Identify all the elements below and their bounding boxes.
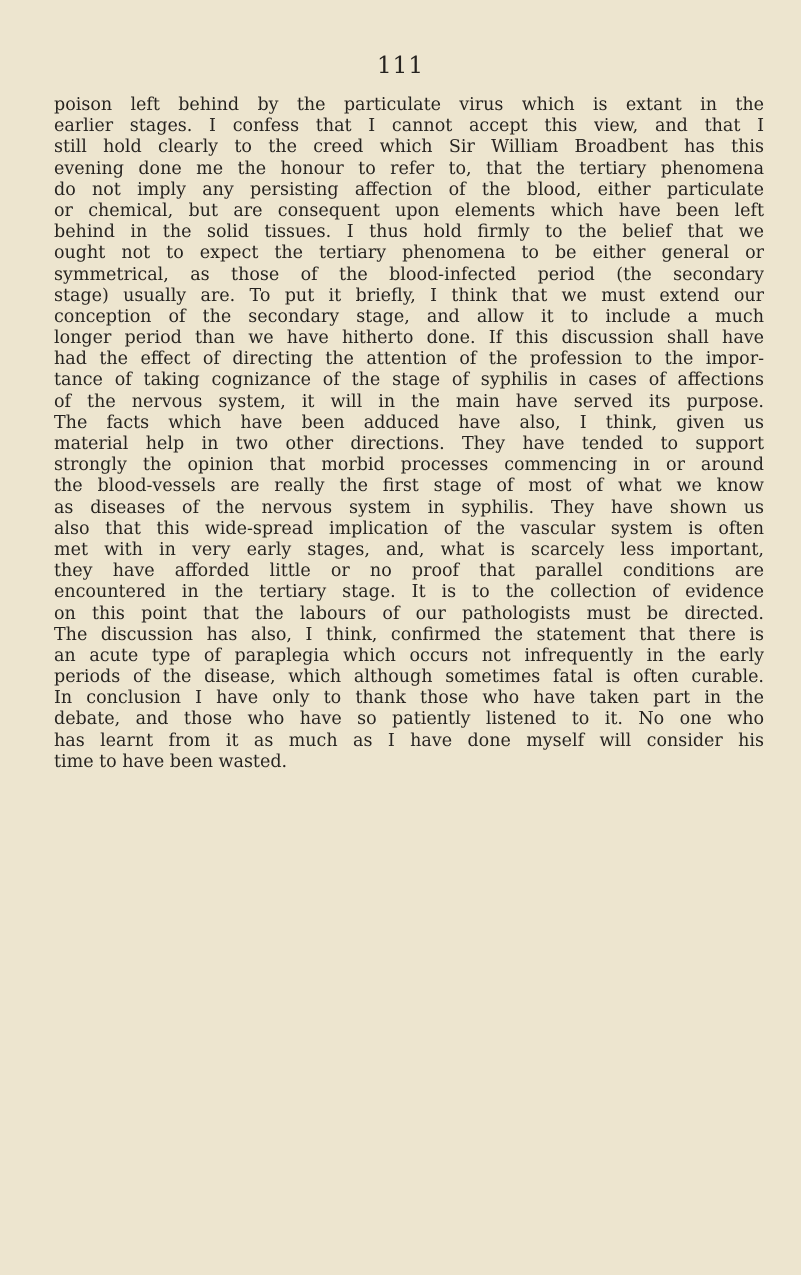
- page-number: 111: [377, 53, 424, 79]
- text-line: of the nervous system, it will in the main have served its purpose.: [54, 391, 764, 412]
- text-line: strongly the opinion that morbid processes commencing in or around: [54, 455, 764, 476]
- text-line: earlier stages. I confess that I cannot accept this view, and that I: [54, 116, 764, 137]
- text-line: had the effect of directing the attention of the profession to the impor-: [54, 349, 764, 370]
- text-line: as diseases of the nervous system in syphilis. They have shown us: [54, 497, 764, 518]
- text-line: encountered in the tertiary stage. It is to the collection of evidence: [54, 582, 764, 603]
- text-line: ought not to expect the tertiary phenomena to be either general or: [54, 243, 764, 264]
- body-paragraph: [54, 95, 764, 773]
- text-line: tance of taking cognizance of the stage of syphilis in cases of affections: [54, 370, 764, 391]
- text-line: evening done me the honour to refer to, that the tertiary phenomena: [54, 158, 764, 179]
- text-line: material help in two other directions. They have tended to support: [54, 434, 764, 454]
- text-line: debate, and those who have so patiently listened to it. No one who: [54, 709, 764, 730]
- text-line: poison left behind by the particulate virus which is extant in the: [54, 95, 764, 115]
- text-line: still hold clearly to the creed which Sir William Broadbent has this: [54, 137, 764, 158]
- text-line: met with in very early stages, and, what is scarcely less important,: [54, 539, 764, 560]
- text-line: an acute type of paraplegia which occurs not infrequently in the early: [54, 645, 764, 666]
- text-line: symmetrical, as those of the blood-infected period (the secondary: [54, 264, 764, 285]
- text-line: the blood-vessels are really the first stage of most of what we know: [54, 476, 764, 497]
- text-line: The discussion has also, I think, confirmed the statement that there is: [54, 624, 764, 645]
- text-line: has learnt from it as much as I have done myself will consider his: [54, 730, 764, 751]
- text-line: In conclusion I have only to thank those who have taken part in the: [54, 688, 764, 709]
- text-line: do not imply any persisting affection of the blood, either particulate: [54, 179, 764, 200]
- text-line: The facts which have been adduced have also, I think, given us: [54, 412, 764, 433]
- text-line: longer period than we have hitherto done. If this discussion shall have: [54, 328, 764, 349]
- text-line: time to have been wasted.: [54, 751, 288, 772]
- text-line: periods of the disease, which although sometimes fatal is often curable.: [54, 667, 764, 688]
- text-line: conception of the secondary stage, and allow it to include a much: [54, 306, 764, 327]
- text-line: also that this wide-spread implication of the vascular system is often: [54, 518, 764, 539]
- text-line: or chemical, but are consequent upon elements which have been left: [54, 200, 764, 221]
- text-line: they have afforded little or no proof that parallel conditions are: [54, 561, 764, 582]
- text-line: stage) usually are. To put it briefly, I think that we must extend our: [54, 285, 764, 306]
- text-line: on this point that the labours of our pathologists must be directed.: [54, 603, 764, 624]
- text-line: behind in the solid tissues. I thus hold firmly to the belief that we: [54, 222, 764, 243]
